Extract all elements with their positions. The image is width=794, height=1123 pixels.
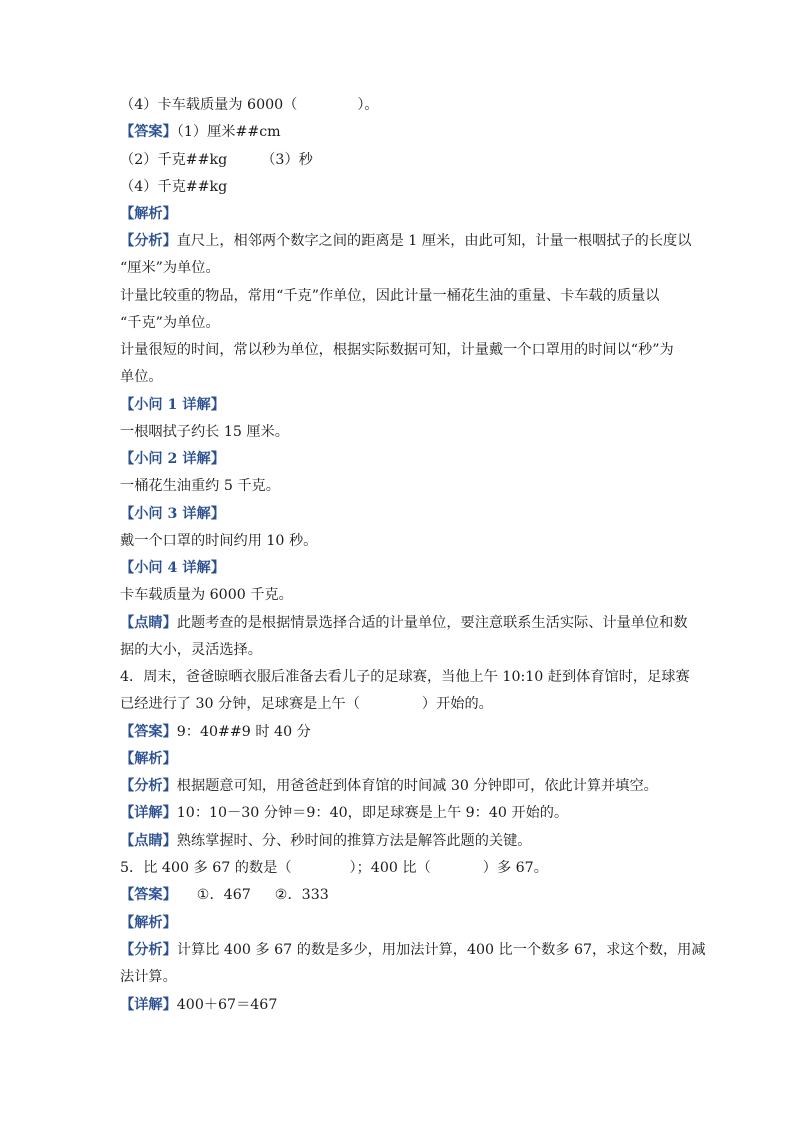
q4-answer-line	[120, 722, 680, 742]
q4-text: ）开始的。	[421, 696, 493, 712]
dianjing-text: 此题考查的是根据情景选择合适的计量单位，要注意联系生活实际、计量单位和数	[176, 615, 688, 631]
fenxi-text: “厘米”为单位。	[120, 260, 220, 276]
fenxi-text: 根据题意可知，用爸爸赶到体育馆的时间减 30 分钟即可，依此计算并填空。	[176, 778, 658, 794]
q3-sub3-heading	[120, 504, 680, 524]
sub2-text: 一桶花生油重约 5 千克。	[120, 478, 280, 494]
xiangjie-tag: 【详解】	[120, 997, 177, 1013]
answer-2: ②．333	[274, 887, 329, 903]
q3-dianjing-line-2	[120, 640, 680, 660]
sub1-text: 一根咽拭子约长 15 厘米。	[120, 424, 289, 440]
q5-text: 5．比 400 多 67 的数是（	[120, 860, 292, 876]
q3-answer-line-1	[120, 122, 680, 142]
answer-text: 9：40##9 时 40 分	[176, 724, 311, 740]
q3-sub2-line	[120, 476, 680, 496]
analysis-tag: 【解析】	[120, 206, 177, 222]
xiangjie-text: 400＋67＝467	[176, 997, 278, 1013]
analysis-tag: 【解析】	[120, 915, 177, 931]
fenxi-text: 单位。	[120, 369, 163, 385]
fenxi-tag: 【分析】	[120, 233, 177, 249]
q3-sub4-line	[120, 585, 680, 605]
q3-sub1-line	[120, 422, 680, 442]
q3-sub3-line	[120, 531, 680, 551]
q4-xiangjie-line	[120, 803, 680, 823]
answer-3: （3）秒	[261, 152, 313, 168]
q3-part4-line	[120, 95, 680, 115]
fenxi-text: 计量比较重的物品，常用“千克”作单位，因此计量一桶花生油的重量、卡车载的质量以	[120, 288, 660, 304]
q5-xiangjie-line	[120, 995, 680, 1015]
q3-fenxi-line-4	[120, 313, 680, 333]
q4-text: 已经进行了 30 分钟，足球赛是上午（	[120, 696, 360, 712]
fenxi-tag: 【分析】	[120, 942, 177, 958]
answer-4: （4）千克##kg	[120, 179, 228, 195]
q3-sub4-heading	[120, 558, 680, 578]
q3-fenxi-line-1	[120, 231, 692, 251]
q5-fenxi-line-2	[120, 967, 680, 987]
answer-tag: 【答案】	[120, 124, 177, 140]
q3-fenxi-line-6	[120, 367, 680, 387]
sub4-text: 卡车载质量为 6000 千克。	[120, 587, 293, 603]
dianjing-text: 据的大小，灵活选择。	[120, 642, 262, 658]
answer-1: ①．467	[196, 887, 251, 903]
fenxi-text: 直尺上，相邻两个数字之间的距离是 1 厘米，由此可知，计量一根咽拭子的长度以	[176, 233, 692, 249]
fenxi-text: 计量很短的时间，常以秒为单位，根据实际数据可知，计量戴一个口罩用的时间以“秒”为	[120, 342, 674, 358]
q4-dianjing-line	[120, 831, 680, 851]
xiangjie-text: 10：10－30 分钟＝9：40，即足球赛是上午 9：40 开始的。	[176, 805, 569, 821]
q3-part4-suffix: ）。	[357, 97, 379, 113]
q4-line-2	[120, 694, 680, 714]
sub2-tag: 【小问 2 详解】	[120, 451, 225, 467]
q3-fenxi-line-5	[120, 340, 680, 360]
answer-2: （2）千克##kg	[120, 152, 228, 168]
q5-text: ）；400 比（	[349, 860, 431, 876]
answer-tag: 【答案】	[120, 724, 177, 740]
answer-tag: 【答案】	[120, 887, 177, 903]
q5-text: ）多 67。	[482, 860, 548, 876]
q5-analysis-heading	[120, 913, 680, 933]
q3-part4-prefix: （4）卡车载质量为 6000（	[120, 97, 298, 113]
dianjing-tag: 【点睛】	[120, 615, 177, 631]
xiangjie-tag: 【详解】	[120, 805, 177, 821]
q3-analysis-heading	[120, 204, 680, 224]
q4-fenxi-line	[120, 776, 680, 796]
q3-sub1-heading	[120, 395, 680, 415]
q5-line-1	[120, 858, 680, 878]
q3-answer-line-3	[120, 177, 680, 197]
q3-fenxi-line-2	[120, 258, 680, 278]
fenxi-tag: 【分析】	[120, 778, 177, 794]
q5-fenxi-line-1	[120, 940, 706, 960]
sub4-tag: 【小问 4 详解】	[120, 560, 225, 576]
sub1-tag: 【小问 1 详解】	[120, 397, 225, 413]
q4-line-1	[120, 667, 690, 687]
dianjing-text: 熟练掌握时、分、秒时间的推算方法是解答此题的关键。	[176, 833, 532, 849]
fenxi-text: 计算比 400 多 67 的数是多少，用加法计算，400 比一个数多 67，求这个数，用减	[176, 942, 706, 958]
q3-sub2-heading	[120, 449, 680, 469]
sub3-tag: 【小问 3 详解】	[120, 506, 225, 522]
analysis-tag: 【解析】	[120, 751, 177, 767]
q4-analysis-heading	[120, 749, 680, 769]
sub3-text: 戴一个口罩的时间约用 10 秒。	[120, 533, 318, 549]
dianjing-tag: 【点睛】	[120, 833, 177, 849]
fenxi-text: “千克”为单位。	[120, 315, 220, 331]
q3-answer-line-2	[120, 150, 680, 170]
q3-dianjing-line-1	[120, 613, 688, 633]
q4-text: 4．周末，爸爸晾晒衣服后准备去看儿子的足球赛，当他上午 10:10 赶到体育馆时，足球赛	[120, 669, 690, 685]
fenxi-text: 法计算。	[120, 969, 177, 985]
q5-answer-line	[120, 885, 680, 905]
q3-fenxi-line-3	[120, 286, 680, 306]
answer-1: （1）厘米##cm	[176, 124, 281, 140]
